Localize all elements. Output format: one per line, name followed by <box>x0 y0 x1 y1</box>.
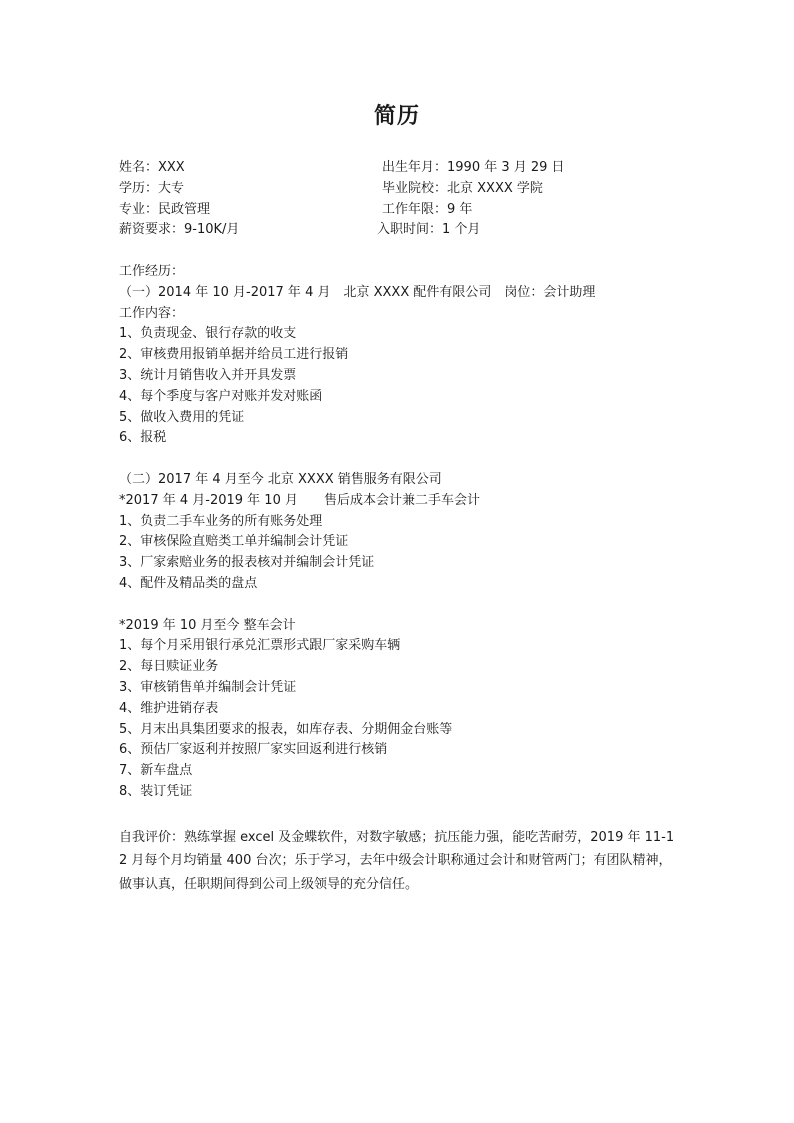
major-field: 专业：民政管理 <box>119 201 211 217</box>
list-item: 4、每个季度与客户对账并发对账函 <box>119 388 323 404</box>
info-row-3 <box>119 200 679 221</box>
page-title: 简历 <box>373 103 420 129</box>
job1-content-label: 工作内容： <box>119 305 185 321</box>
info-row-1 <box>119 158 679 179</box>
start-field: 入职时间：1 个月 <box>377 222 481 238</box>
list-item: 4、维护进销存表 <box>119 700 219 716</box>
job2-role2-header: *2019 年 10 月至今 整车会计 <box>119 617 296 633</box>
list-item: 6、报税 <box>119 430 167 446</box>
list-item: 2、审核保险直赔类工单并编制会计凭证 <box>119 534 349 550</box>
salary-field: 薪资要求：9-10K/月 <box>119 222 240 238</box>
list-item: 1、每个月采用银行承兑汇票形式跟厂家采购车辆 <box>119 638 401 654</box>
job1-header: （一）2014 年 10 月-2017 年 4 月 北京 XXXX 配件有限公司 岗位：会计助理 <box>119 284 596 300</box>
experience-heading: 工作经历： <box>119 263 185 279</box>
job2-header: （二）2017 年 4 月至今 北京 XXXX 销售服务有限公司 <box>119 471 442 487</box>
list-item: 3、审核销售单并编制会计凭证 <box>119 679 297 695</box>
list-item: 6、预估厂家返利并按照厂家实回返利进行核销 <box>119 742 388 758</box>
info-row-4 <box>119 220 679 241</box>
resume-body <box>119 158 679 896</box>
list-item: 1、负责现金、银行存款的收支 <box>119 326 297 342</box>
list-item: 2、每日赎证业务 <box>119 659 219 675</box>
list-item: 7、新车盘点 <box>119 763 193 779</box>
years-field: 工作年限：9 年 <box>382 201 473 217</box>
spacer <box>119 241 679 262</box>
spacer <box>119 595 679 616</box>
birth-field: 出生年月：1990 年 3 月 29 日 <box>382 160 565 175</box>
list-item: 3、厂家索赔业务的报表核对并编制会计凭证 <box>119 555 375 571</box>
spacer <box>119 449 679 470</box>
school-field: 毕业院校：北京 XXXX 学院 <box>382 180 543 196</box>
self-evaluation: 自我评价：熟练掌握 excel 及金蝶软件，对数字敏感；抗压能力强，能吃苦耐劳，2019 年 11-12 月每个月均销量 400 台次；乐于学习，去年中级会计职称通过会计和财管两门；有团队精神，做事认真，任职期间得到公司上级领导的充分信任。 <box>119 829 675 892</box>
info-row-2 <box>119 179 679 200</box>
job2-role1-header: *2017 年 4 月-2019 年 10 月 售后成本会计兼二手车会计 <box>119 492 480 508</box>
list-item: 5、做收入费用的凭证 <box>119 409 245 425</box>
list-item: 8、装订凭证 <box>119 783 193 799</box>
list-item: 2、审核费用报销单据并给员工进行报销 <box>119 347 349 363</box>
education-field: 学历：大专 <box>119 180 185 196</box>
list-item: 5、月末出具集团要求的报表，如库存表、分期佣金台账等 <box>119 721 453 737</box>
list-item: 4、配件及精品类的盘点 <box>119 575 258 591</box>
name-field: 姓名：XXX <box>119 160 185 175</box>
list-item: 1、负责二手车业务的所有账务处理 <box>119 513 323 529</box>
spacer <box>119 803 679 824</box>
list-item: 3、统计月销售收入并开具发票 <box>119 367 297 383</box>
